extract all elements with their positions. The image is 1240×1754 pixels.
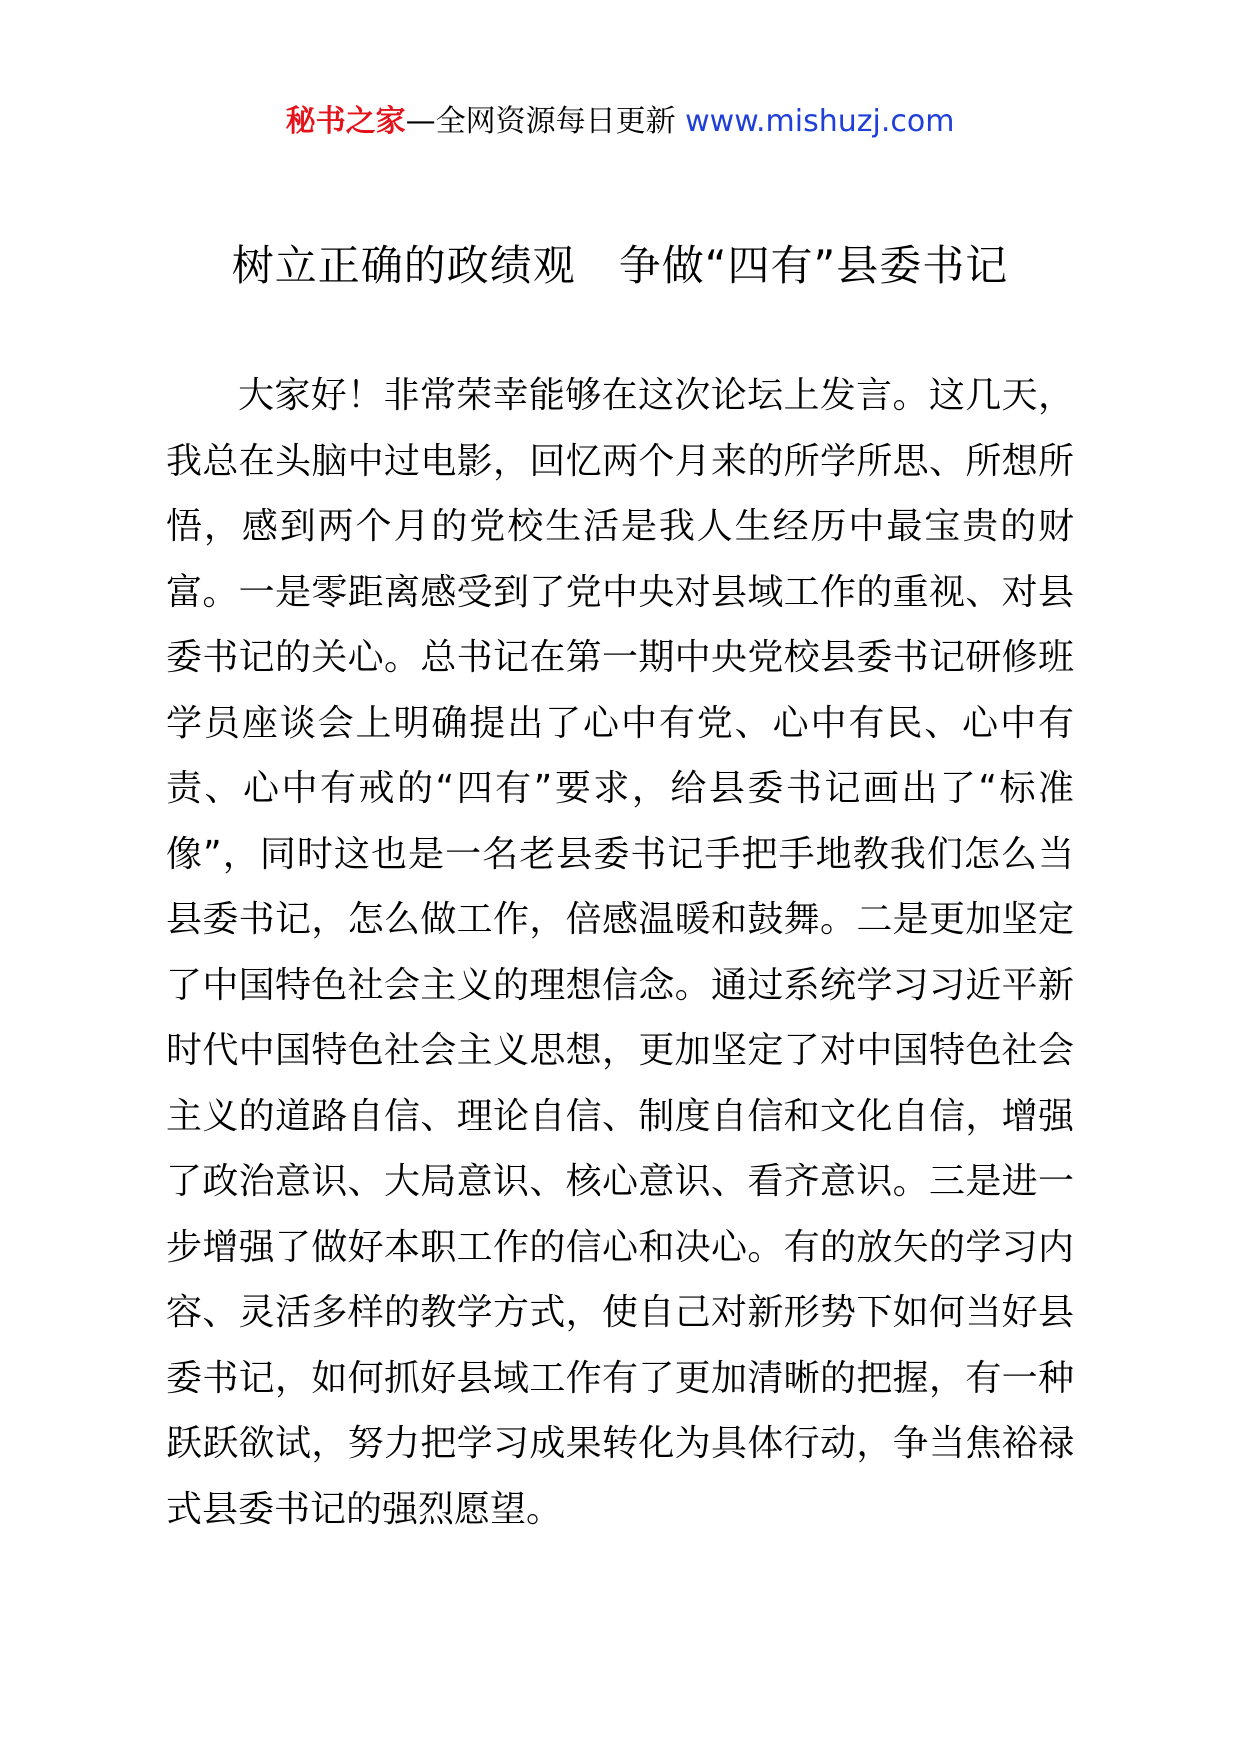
site-header [0,100,1240,144]
body-paragraph: 大家好！非常荣幸能够在这次论坛上发言。这几天，我总在头脑中过电影，回忆两个月来的所学所思、所想所悟，感到两个月的党校生活是我人生经历中最宝贵的财富。一是零距离感受到了党中央对县域工作的重视、对县委书记的关心。总书记在第一期中央党校县委书记研修班学员座谈会上明确提出了心中有党、心中有民、心中有责、心中有戒的“四有”要求，给县委书记画出了“标准像”，同时这也是一名老县委书记手把手地教我们怎么当县委书记，怎么做工作，倍感温暖和鼓舞。二是更加坚定了中国特色社会主义的理想信念。通过系统学习习近平新时代中国特色社会主义思想，更加坚定了对中国特色社会主义的道路自信、理论自信、制度自信和文化自信，增强了政治意识、大局意识、核心意识、看齐意识。三是进一步增强了做好本职工作的信心和决心。有的放矢的学习内容、灵活多样的教学方式，使自己对新形势下如何当好县委书记，如何抓好县域工作有了更加清晰的把握，有一种跃跃欲试，努力把学习成果转化为具体行动，争当焦裕禄式县委书记的强烈愿望。 [166,375,1074,1530]
brand-name: 秘书之家 [285,104,406,139]
document-title: 树立正确的政绩观 争做“四有”县委书记 [231,241,1009,290]
header-tagline: —全网资源每日更新 [405,104,686,139]
site-url-link[interactable]: www.mishuzj.com [685,104,955,139]
